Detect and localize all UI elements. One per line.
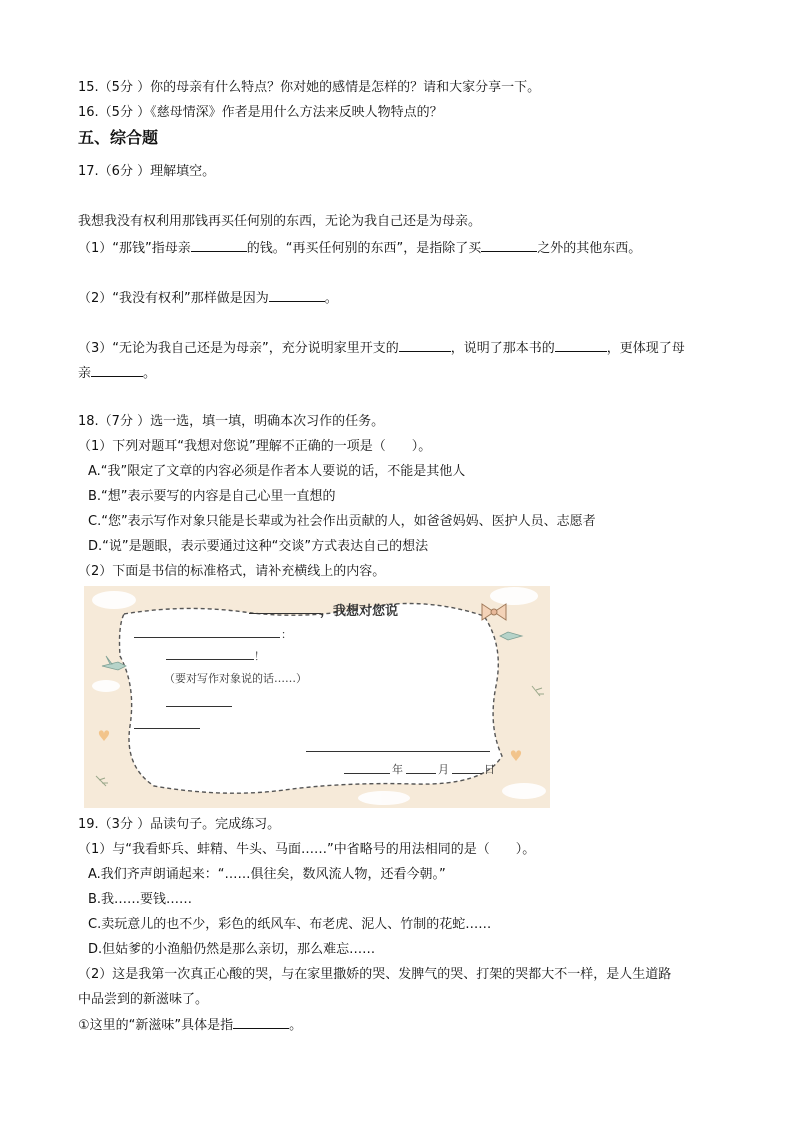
- question-19-sub2-1: ①这里的“新滋味”具体是指 。: [78, 1018, 303, 1033]
- question-17-passage: 我想我没有权利用那钱再买任何别的东西，无论为我自己还是为母亲。: [78, 214, 482, 229]
- letter-exclaim: ！: [254, 650, 265, 663]
- question-19-sub2: （2）这是我第一次真正心酸的哭，与在家里撒娇的哭、发脾气的哭、打架的哭都大不一样，是人生道路: [78, 967, 672, 982]
- letter-closing-blank[interactable]: [166, 706, 232, 707]
- answer-blank[interactable]: [555, 339, 607, 352]
- letter-month: 月: [438, 763, 449, 776]
- letter-signature-blank[interactable]: [306, 751, 490, 752]
- question-19-stem: 19.（3分 ）品读句子。完成练习。: [78, 817, 281, 832]
- answer-blank[interactable]: [399, 339, 451, 352]
- question-17-sub3-cont: 亲 。: [78, 366, 157, 381]
- letter-template-image: [84, 586, 550, 808]
- answer-blank[interactable]: [481, 239, 537, 252]
- letter-year: 年: [392, 763, 403, 776]
- letter-month-blank[interactable]: [406, 773, 436, 774]
- letter-salutation-blank[interactable]: [134, 637, 280, 638]
- question-18-stem: 18.（7分 ）选一选，填一填，明确本次习作的任务。: [78, 414, 385, 429]
- option-a[interactable]: A.我们齐声朗诵起来：“……俱往矣，数风流人物，还看今朝。”: [88, 867, 446, 882]
- option-b[interactable]: B.我……要钱……: [88, 892, 193, 907]
- answer-blank[interactable]: [91, 364, 143, 377]
- letter-title: ，我想对您说: [319, 604, 398, 619]
- letter-body-hint: （要对写作对象说的话……）: [164, 672, 307, 685]
- letter-year-blank[interactable]: [344, 773, 390, 774]
- letter-greeting-blank[interactable]: [166, 659, 254, 660]
- option-c[interactable]: C.卖玩意儿的也不少，彩色的纸风车、布老虎、泥人、竹制的花蛇……: [88, 917, 492, 932]
- section-heading: 五、综合题: [78, 128, 159, 147]
- letter-colon: ：: [281, 628, 292, 641]
- letter-day: 日: [484, 763, 495, 776]
- question-19-sub1: （1）与“我看虾兵、蚌精、牛头、马面……”中省略号的用法相同的是（ ）。: [78, 842, 536, 857]
- question-17-sub1: （1）“那钱”指母亲 的钱。“再买任何别的东西”，是指除了买 之外的其他东西。: [78, 241, 642, 256]
- question-17-sub3: （3）“无论为我自己还是为母亲”，充分说明家里开支的 ，说明了那本书的 ，更体现了母: [78, 341, 685, 356]
- question-18-sub1: （1）下列对题耳“我想对您说”理解不正确的一项是（ ）。: [78, 439, 432, 454]
- question-19-sub2-cont: 中品尝到的新滋味了。: [78, 992, 209, 1007]
- question-17-stem: 17.（6分 ）理解填空。: [78, 164, 216, 179]
- option-d[interactable]: D.但姑爹的小渔船仍然是那么亲切，那么难忘……: [88, 942, 376, 957]
- answer-blank[interactable]: [269, 289, 325, 302]
- question-16: 16.（5分 ）《慈母情深》作者是用什么方法来反映人物特点的？: [78, 105, 443, 120]
- option-d[interactable]: D.“说”是题眼，表示要通过这种“交谈”方式表达自己的想法: [88, 539, 429, 554]
- option-a[interactable]: A.“我”限定了文章的内容必须是作者本人要说的话，不能是其他人: [88, 464, 466, 479]
- question-18-sub2: （2）下面是书信的标准格式，请补充横线上的内容。: [78, 564, 386, 579]
- answer-blank[interactable]: [233, 1016, 289, 1029]
- letter-day-blank[interactable]: [452, 773, 482, 774]
- option-b[interactable]: B.“想”表示要写的内容是自己心里一直想的: [88, 489, 336, 504]
- answer-blank[interactable]: [191, 239, 247, 252]
- question-17-sub2: （2）“我没有权利”那样做是因为 。: [78, 291, 338, 306]
- letter-border-decoration: [84, 586, 550, 808]
- letter-closing-blank-2[interactable]: [134, 728, 200, 729]
- option-c[interactable]: C.“您”表示写作对象只能是长辈或为社会作出贡献的人，如爸爸妈妈、医护人员、志愿者: [88, 514, 596, 529]
- question-15: 15.（5分 ）你的母亲有什么特点？你对她的感情是怎样的？请和大家分享一下。: [78, 80, 541, 95]
